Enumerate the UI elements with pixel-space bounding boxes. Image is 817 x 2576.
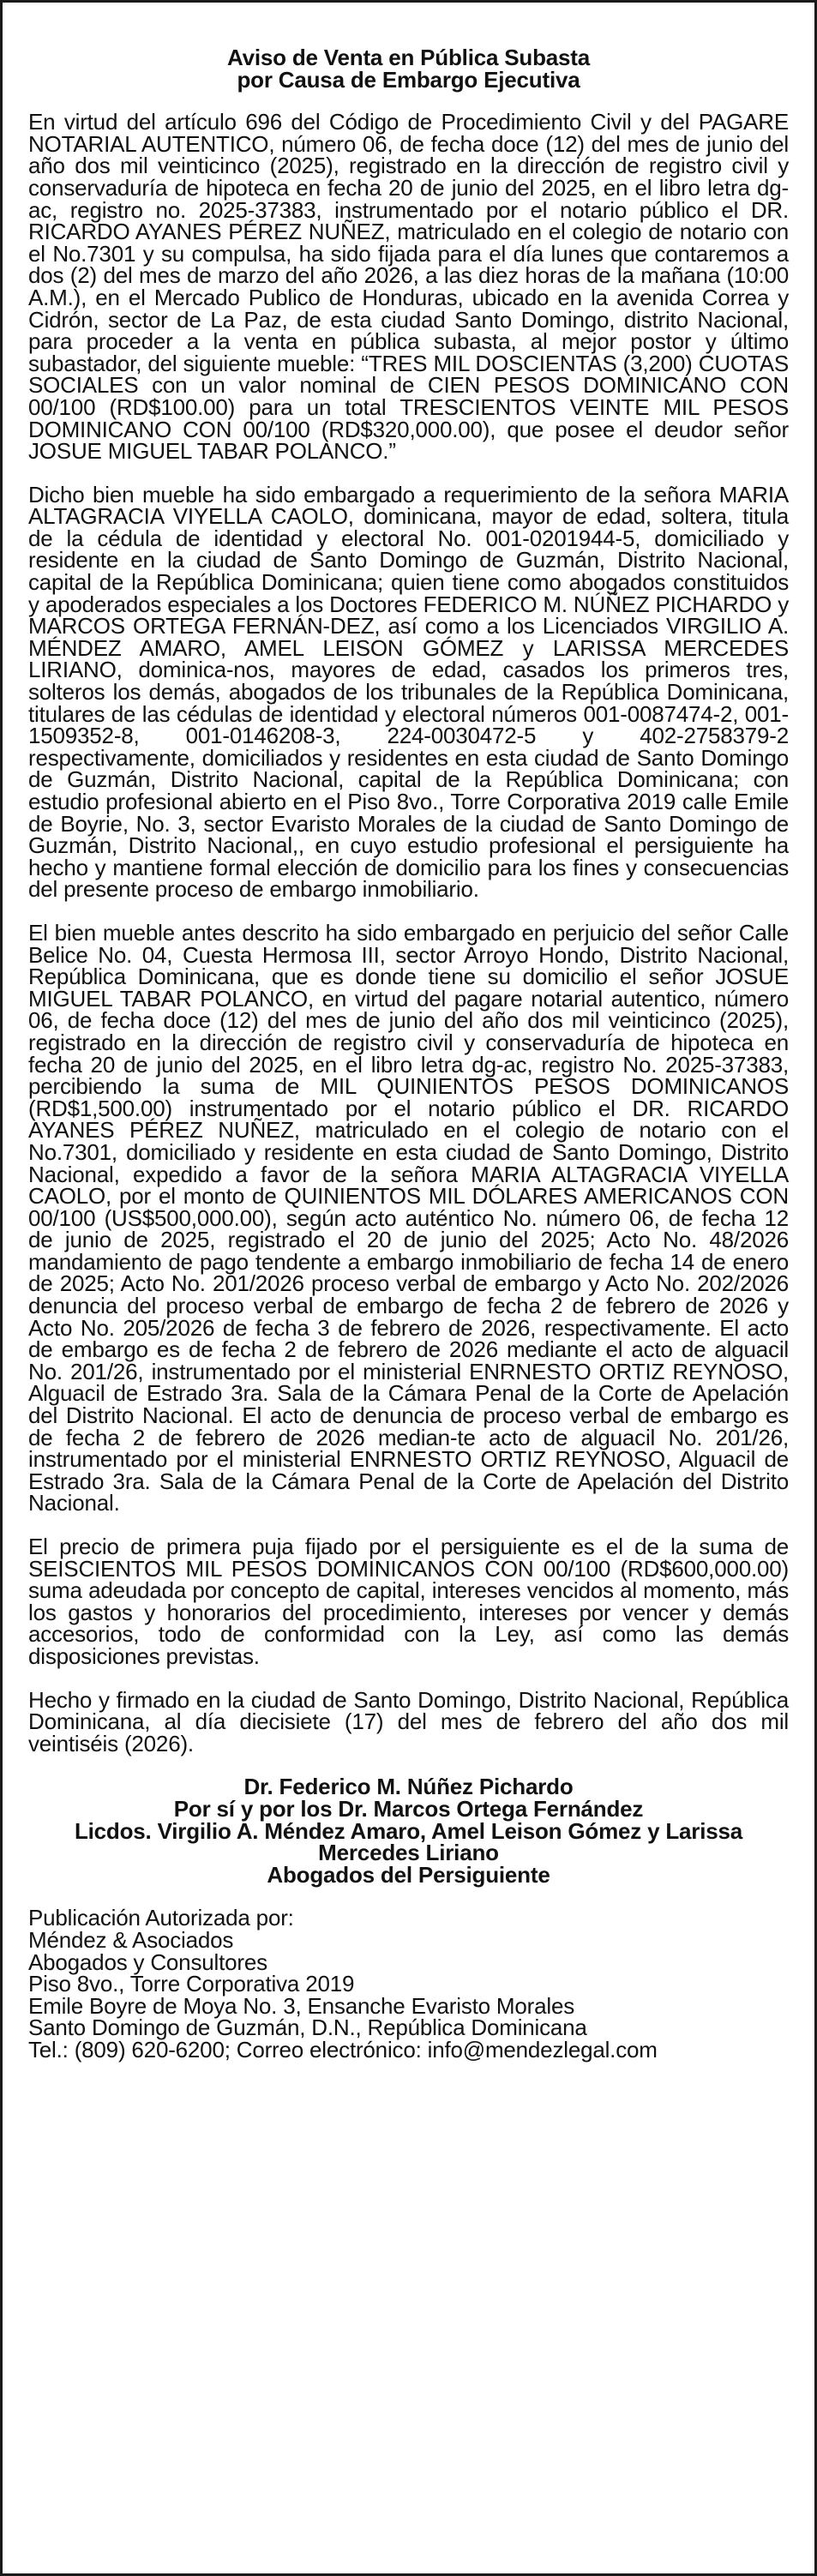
- paragraph-spacer: [28, 463, 789, 484]
- publication-address-city: Santo Domingo de Guzmán, D.N., República Dominicana: [28, 2015, 587, 2041]
- publication-contact: Tel.: (809) 620-6200; Correo electrónico: info@mendezlegal.com: [28, 2036, 658, 2063]
- paragraph-first-bid-price: El precio de primera puja fijado por el persiguiente es el de la suma de SEISCIENTOS MIL PESOS DOMINICANOS CON 00/100 (RD$600,000.00) suma adeudada por concepto de capital, intereses vencidos al momento, más los gastos y honorarios del procedimiento, intereses por vencer y demás accesorios, todo de conformidad con la Ley, así como las demás disposiciones previstas.: [28, 1534, 789, 1669]
- notice-title-line2: por Causa de Embargo Ejecutiva: [237, 66, 580, 93]
- paragraph-seizure-requester: Dicho bien mueble ha sido embargado a requerimiento de la señora MARIA ALTAGRACIA VIYELLA CAOLO, dominicana, mayor de edad, soltera, titula de la cédula de identidad y electoral No. 001-0201944-5, domiciliado y residente en la ciudad de Santo Domingo de Guzmán, Distrito Nacional, capital de la República Dominicana; quien tiene como abogados constituidos y apoderados especiales a los Doctores FEDERICO M. NÚÑEZ PICHARDO y MARCOS ORTEGA FERNÁN-DEZ, así como a los Licenciados VIRGILIO A. MÉNDEZ AMARO, AMEL LEISON GÓMEZ y LARISSA MERCEDES LIRIANO, dominica-nos, mayores de edad, casados los primeros tres, solteros los demás, abogados de los tribunales de la República Dominicana, titulares de las cédulas de identidad y electoral números 001-0087474-2, 001-1509352-8, 001-0146208-3, 224-0030472-5 y 402-2758379-2 respectivamente, domiciliados y residentes en esta ciudad de Santo Domingo de Guzmán, Distrito Nacional, capital de la República Dominicana; con estudio profesional abierto en el Piso 8vo., Torre Corporativa 2019 calle Emile de Boyrie, No. 3, sector Evaristo Morales de la ciudad de Santo Domingo de Guzmán, Distrito Nacional,, en cuyo estudio profesional el persiguiente ha hecho y mantiene formal elección de domicilio para los fines y consecuencias del presente proceso de embargo inmobiliario.: [28, 481, 789, 903]
- signature-block: [28, 1776, 789, 1886]
- publication-block: [28, 1907, 789, 2061]
- publication-firm-name: Méndez & Asociados: [28, 1926, 234, 1953]
- paragraph-spacer: [28, 1668, 789, 1690]
- publication-address-street: Emile Boyre de Moya No. 3, Ensanche Evaristo Morales: [28, 1992, 574, 2019]
- paragraph-signed-date: Hecho y firmado en la ciudad de Santo Domingo, Distrito Nacional, República Dominicana, al día diecisiete (17) del mes de febrero del año dos mil veintiséis (2026).: [28, 1686, 789, 1756]
- signature-line-4: Mercedes Liriano: [318, 1840, 499, 1866]
- signature-line-1: Dr. Federico M. Núñez Pichardo: [243, 1774, 574, 1800]
- publication-address-floor: Piso 8vo., Torre Corporativa 2019: [28, 1971, 355, 1997]
- notice-title-line1: Aviso de Venta en Pública Subasta: [226, 45, 591, 70]
- signature-line-5: Abogados del Persiguiente: [267, 1861, 550, 1888]
- paragraph-seizure-details: El bien mueble antes descrito ha sido embargado en perjuicio del señor Calle Belice No. 04, Cuesta Hermosa III, sector Arroyo Hondo, Distrito Nacional, República Dominicana, que es donde tiene su domicilio el señor JOSUE MIGUEL TABAR POLANCO, en virtud del pagare notarial autentico, número 06, de fecha doce (12) del mes de junio del año dos mil veinticinco (2025), registrado en la dirección de registro civil y conservaduría de hipoteca en fecha 20 de junio del 2025, en el libro letra dg-ac, registro No. 2025-37383, percibiendo la suma de MIL QUINIENTOS PESOS DOMINICANOS (RD$1,500.00) instrumentado por el notario público el DR. RICARDO AYANES PÉREZ NUÑEZ, matriculado en el colegio de notario con el No.7301, domiciliado y residente en esta ciudad de Santo Domingo, Distrito Nacional, expedido a favor de la señora MARIA ALTAGRACIA VIYELLA CAOLO, por el monto de QUINIENTOS MIL DÓLARES AMERICANOS CON 00/100 (US$500,000.00), según acto auténtico No. número 06, de fecha 12 de junio de 2025, registrado el 20 de junio del 2025; Acto No. 48/2026 mandamiento de pago tendente a embargo inmobiliario de fecha 14 de enero de 2025; Acto No. 201/2026 proceso verbal de embargo y Acto No. 202/2026 denuncia del proceso verbal de embargo de fecha 2 de febrero de 2026 y Acto No. 205/2026 de fecha 3 de febrero de 2026, respectivamente. El acto de embargo es de fecha 2 de febrero de 2026 mediante el acto de alguacil No. 201/26, instrumentado por el ministerial ENRNESTO ORTIZ REYNOSO, Alguacil de Estrado 3ra. Sala de la Cámara Penal de la Corte de Apelación del Distrito Nacional. El acto de denuncia de proceso verbal de embargo es de fecha 2 de febrero de 2026 median-te acto de alguacil No. 201/26, instrumentado por el ministerial ENRNESTO ORTIZ REYNOSO, Alguacil de Estrado 3ra. Sala de la Cámara Penal de la Corte de Apelación del Distrito Nacional.: [28, 919, 789, 1516]
- signature-line-3: Licdos. Virgilio A. Méndez Amaro, Amel Leison Gómez y Larissa: [74, 1817, 743, 1844]
- signature-line-2: Por sí y por los Dr. Marcos Ortega Fernández: [173, 1795, 644, 1822]
- publication-line-1: Publicación Autorizada por:: [28, 1905, 294, 1931]
- publication-firm-type: Abogados y Consultores: [28, 1949, 267, 1975]
- paragraph-sale-announcement: En virtud del artículo 696 del Código de Procedimiento Civil y del PAGARE NOTARIAL AUTENTICO, número 06, de fecha doce (12) del mes de junio del año dos mil veinticinco (2025), registrado en la dirección de registro civil y conservaduría de hipoteca en fecha 20 de junio del 2025, en el libro letra dg-ac, registro no. 2025-37383, instrumentado por el notario público el DR. RICARDO AYANES PÉREZ NUÑEZ, matriculado en el colegio de notario con el No.7301 y su compulsa, ha sido fijada para el día lunes que contaremos a dos (2) del mes de marzo del año 2026, a las diez horas de la mañana (10:00 A.M.), en el Mercado Publico de Honduras, ubicado en la avenida Correa y Cidrón, sector de La Paz, de esta ciudad Santo Domingo, distrito Nacional, para proceder a la venta en pública subasta, al mejor postor y último subastador, del siguiente mueble: “TRES MIL DOSCIENTAS (3,200) CUOTAS SOCIALES con un valor nominal de CIEN PESOS DOMINICANO CON 00/100 (RD$100.00) para un total TRESCIENTOS VEINTE MIL PESOS DOMINICANO CON 00/100 (RD$320,000.00), que posee el deudor señor JOSUE MIGUEL TABAR POLANCO.”: [28, 109, 789, 465]
